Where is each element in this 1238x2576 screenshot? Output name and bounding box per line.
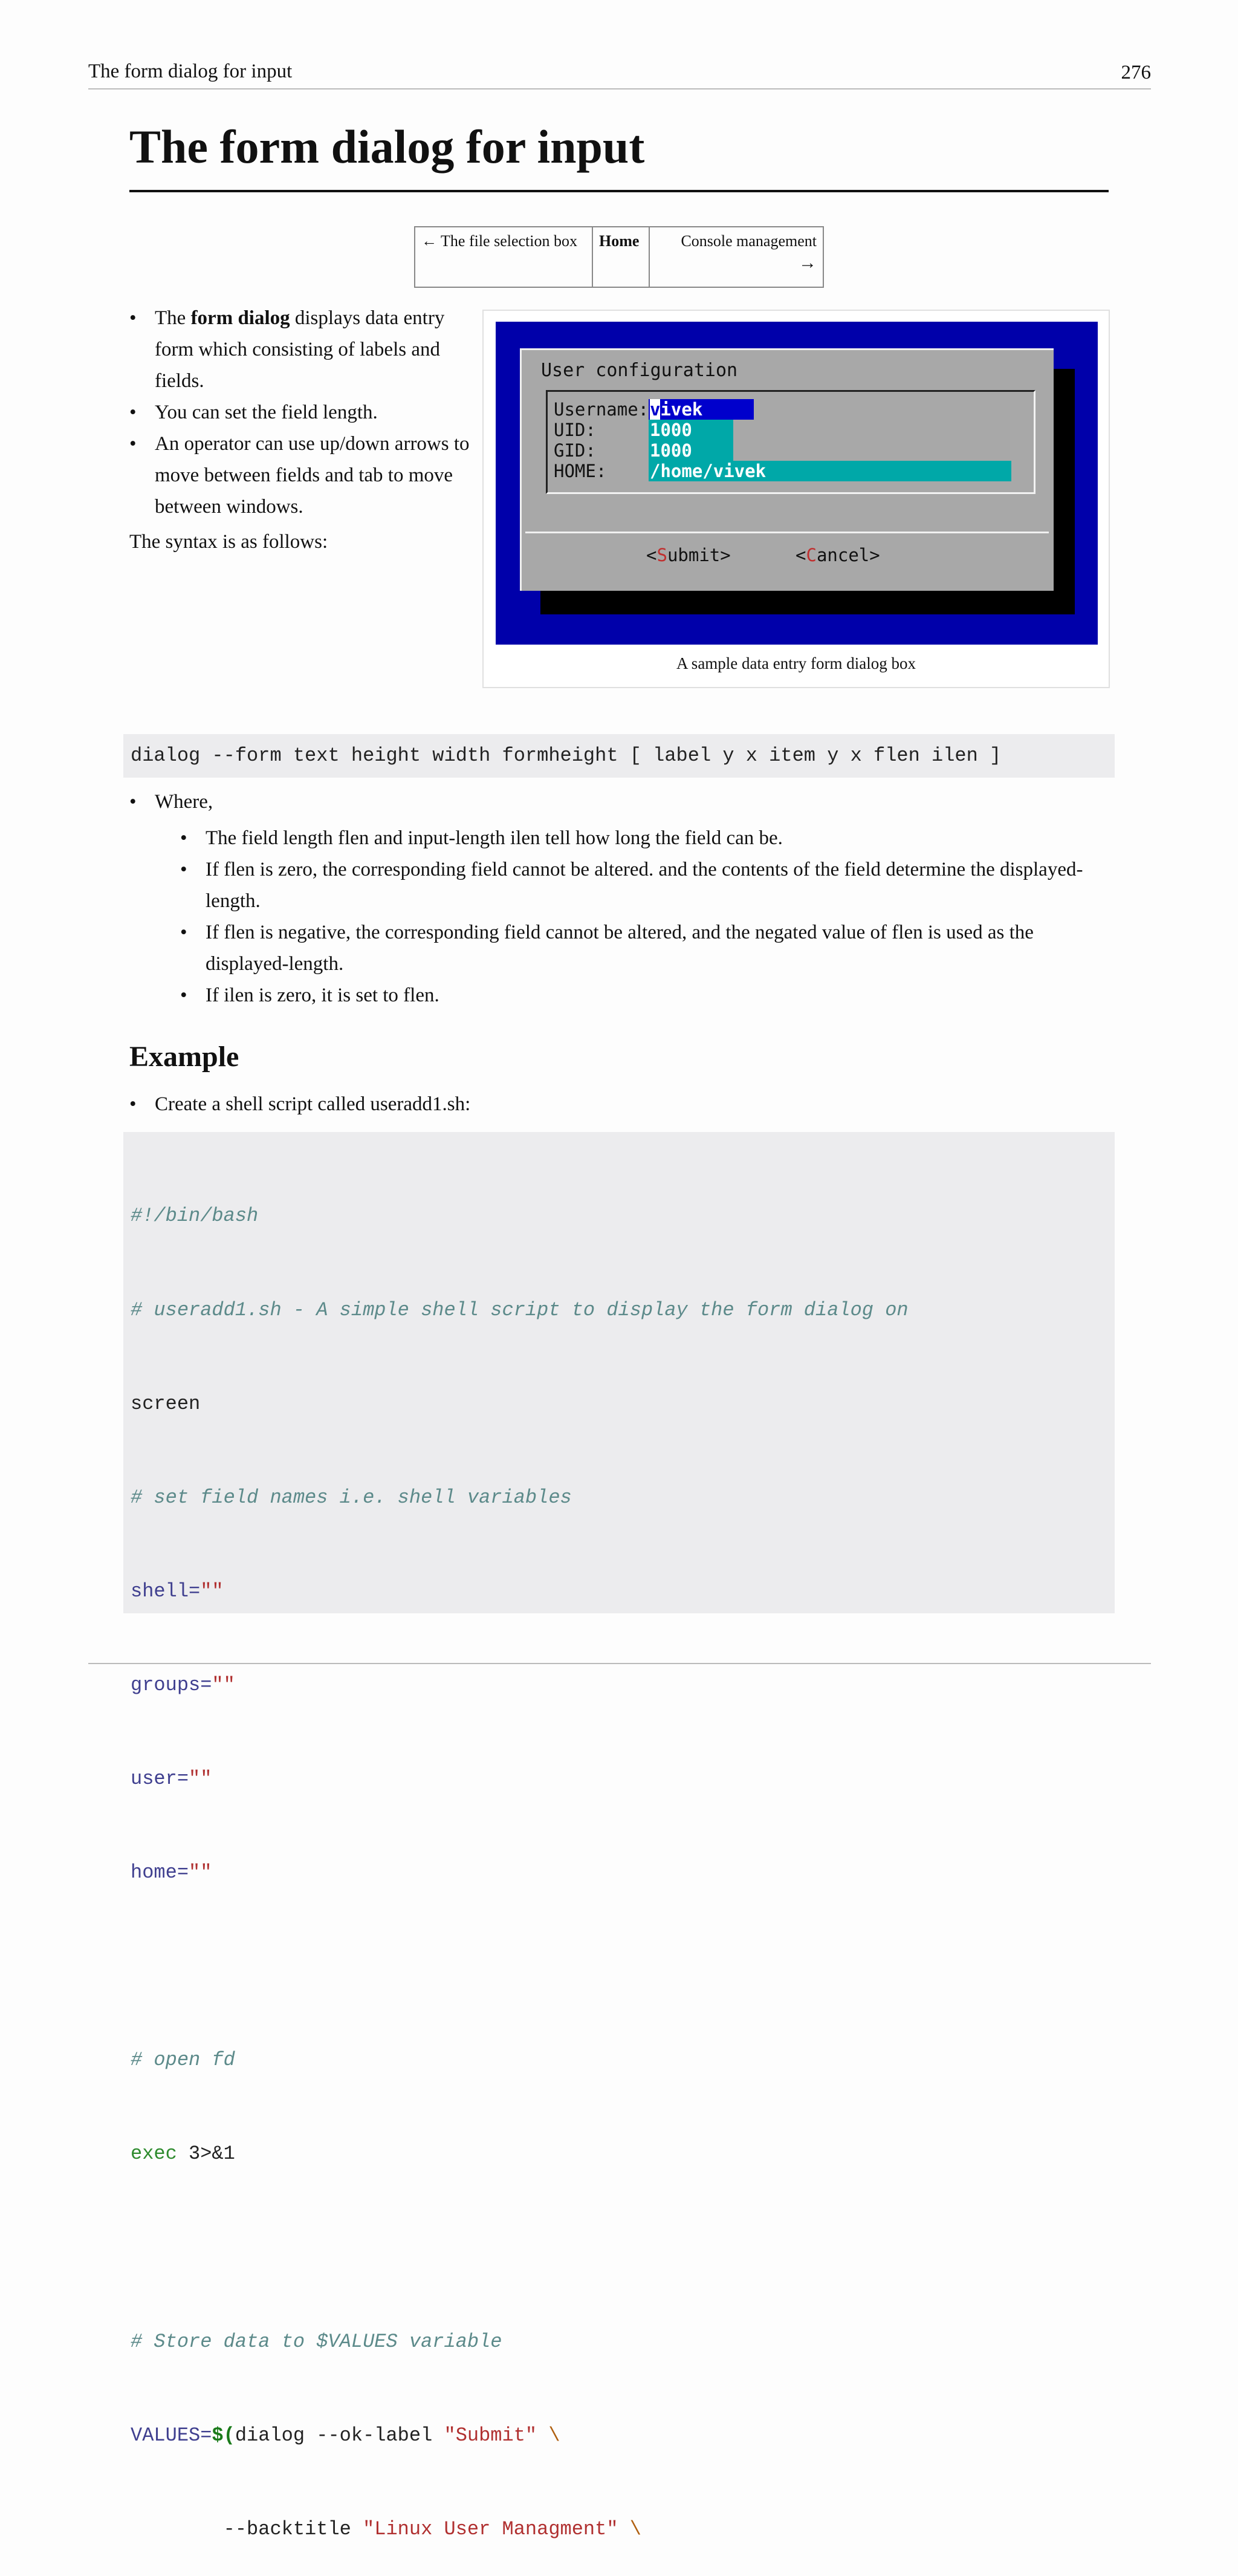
nav-next-label: Console management — [681, 232, 817, 250]
bold-term: form dialog — [190, 307, 290, 329]
code-variable: shell — [131, 1579, 189, 1602]
bracket: > — [869, 545, 880, 565]
example-intro — [129, 1088, 1109, 1120]
code-line — [131, 1763, 1115, 1795]
list-item — [129, 786, 1109, 1011]
code-operator: = — [177, 1861, 189, 1884]
bracket: < — [796, 545, 806, 565]
example-heading: Example — [129, 1041, 239, 1073]
code-keyword: exec — [131, 2142, 177, 2165]
code-line — [131, 2138, 1115, 2170]
uid-field[interactable]: 1000 — [649, 420, 733, 440]
field-value: ivek — [660, 399, 703, 420]
list-item: • If flen is negative, the corresponding field cannot be altered, and the negated value of flen is used as the displayed-length. — [180, 917, 1109, 980]
navigation-table — [414, 226, 824, 288]
figure — [482, 310, 1110, 688]
list-item: • You can set the field length. — [129, 397, 480, 428]
code-text: 3>&1 — [177, 2142, 235, 2165]
username-field[interactable] — [649, 399, 754, 420]
code-escape: \ — [618, 2517, 641, 2540]
code-operator: = — [177, 1767, 189, 1790]
nav-home-link[interactable]: Home — [592, 227, 649, 287]
text: The — [155, 307, 191, 329]
code-text: dialog --ok-label — [235, 2424, 444, 2447]
button-label: ancel — [816, 545, 870, 565]
right-arrow-icon: → — [799, 253, 817, 273]
page-number: 276 — [1121, 62, 1151, 83]
code-variable: user — [131, 1767, 177, 1790]
list-item: • An operator can use up/down arrows to move between fields and tab to move between windows. — [129, 428, 480, 522]
code-comment: #!/bin/bash — [131, 1205, 259, 1228]
where-list — [129, 786, 1109, 1011]
code-line — [131, 1670, 1115, 1701]
running-title: The form dialog for input — [88, 60, 293, 82]
where-sublist — [155, 822, 1109, 1011]
code-line — [131, 1857, 1115, 1888]
code-comment: # Store data to $VALUES variable — [131, 2330, 502, 2353]
code-variable: groups — [131, 1673, 201, 1696]
code-comment: # open fd — [131, 2049, 235, 2072]
code-variable: VALUES — [131, 2424, 201, 2447]
code-text: screen — [131, 1392, 201, 1415]
code-line — [131, 2044, 1115, 2076]
code-line — [131, 1388, 1115, 1420]
nav-next-link[interactable] — [649, 227, 823, 287]
list-item: • The field length flen and input-length ilen tell how long the field can be. — [180, 822, 1109, 854]
list-item: • Create a shell script called useradd1.sh: — [129, 1088, 1109, 1120]
code-string: "" — [189, 1861, 212, 1884]
cancel-button[interactable] — [796, 545, 880, 565]
code-line — [131, 1576, 1115, 1607]
where-label: Where, — [155, 791, 213, 813]
code-line — [131, 2326, 1115, 2358]
code-line — [131, 1200, 1115, 1232]
code-text: --backtitle — [131, 2517, 363, 2540]
code-variable: home — [131, 1861, 177, 1884]
code-operator: = — [200, 1673, 212, 1696]
code-line — [131, 2420, 1115, 2451]
hotkey: C — [806, 545, 817, 565]
form-area — [546, 390, 1035, 494]
page-title: The form dialog for input — [129, 123, 1109, 192]
where-section — [129, 786, 1109, 1011]
code-string: "Submit" — [444, 2424, 537, 2447]
bracket: > — [720, 545, 731, 565]
bracket: < — [646, 545, 657, 565]
code-string: "Linux User Managment" — [363, 2517, 618, 2540]
field-label: GID: — [554, 440, 596, 461]
figure-caption: A sample data entry form dialog box — [676, 654, 916, 672]
code-string: "" — [212, 1673, 235, 1696]
terminal-screenshot — [496, 322, 1098, 645]
list-item — [129, 302, 480, 397]
code-string: "" — [189, 1767, 212, 1790]
footer-divider — [88, 1663, 1151, 1664]
field-label: HOME: — [554, 461, 607, 481]
text-cursor: v — [650, 399, 661, 420]
intro-list — [129, 302, 480, 522]
nav-prev-link[interactable]: ← The file selection box — [415, 227, 592, 287]
home-field[interactable]: /home/vivek — [649, 461, 1011, 481]
code-string: "" — [200, 1579, 224, 1602]
dialog-separator — [525, 532, 1049, 533]
submit-button[interactable] — [646, 545, 731, 565]
code-comment: # set field names i.e. shell variables — [131, 1486, 572, 1509]
form-dialog — [520, 348, 1054, 591]
hotkey: S — [656, 545, 667, 565]
intro-section — [129, 302, 480, 558]
code-line — [131, 1482, 1115, 1514]
code-operator: = — [189, 1579, 201, 1602]
syntax-intro: The syntax is as follows: — [129, 531, 328, 553]
code-line-blank — [131, 1951, 1115, 1982]
code-subshell: $( — [212, 2424, 235, 2447]
code-line — [131, 1295, 1115, 1326]
field-label: UID: — [554, 420, 596, 440]
syntax-code-block: dialog --form text height width formheight [ label y x item y x flen ilen ] — [123, 734, 1115, 778]
example-list — [129, 1088, 1109, 1120]
shell-script-code-block — [123, 1132, 1115, 2540]
list-item: • If ilen is zero, it is set to flen. — [180, 980, 1109, 1011]
code-operator: = — [200, 2424, 212, 2447]
list-item: • If flen is zero, the corresponding field cannot be altered. and the contents of the field determine the displayed-length. — [180, 854, 1109, 917]
text: displays data entry form which consisting of labels and fields. — [155, 307, 445, 392]
dialog-title: User configuration — [541, 360, 738, 381]
code-line — [131, 2514, 1115, 2545]
code-escape: \ — [537, 2424, 560, 2447]
running-header — [88, 60, 1151, 89]
code-comment: # useradd1.sh - A simple shell script to display the form dialog on — [131, 1298, 909, 1321]
gid-field[interactable]: 1000 — [649, 440, 733, 461]
button-label: ubmit — [667, 545, 721, 565]
field-label: Username: — [554, 399, 649, 420]
code-line-blank — [131, 2232, 1115, 2263]
